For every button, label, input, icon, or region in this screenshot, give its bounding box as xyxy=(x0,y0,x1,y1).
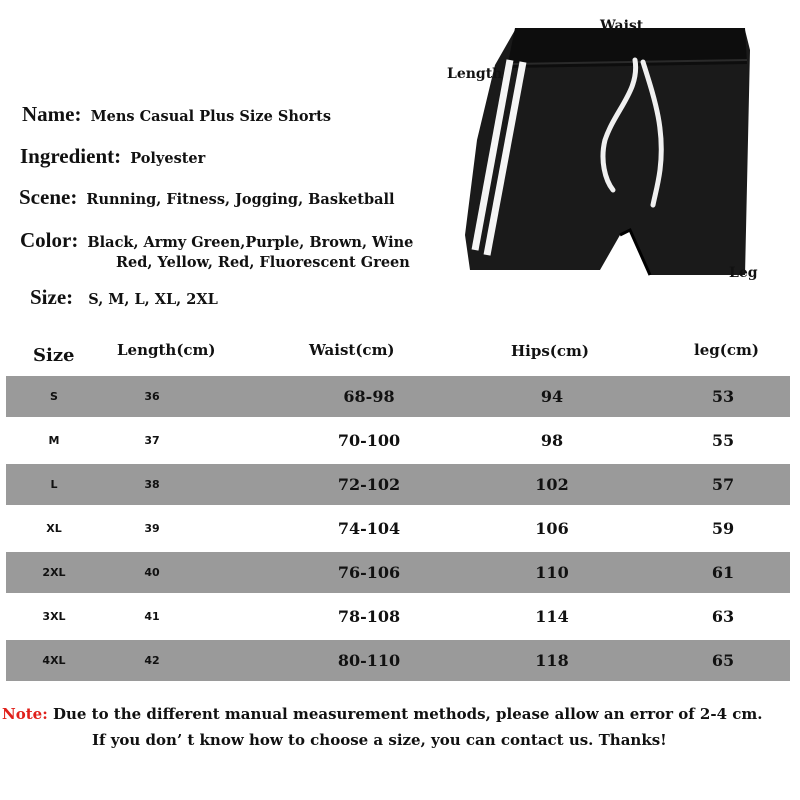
table-row xyxy=(6,464,790,505)
cell-length: 36 xyxy=(144,390,160,403)
cell-hips: 118 xyxy=(535,651,569,670)
cell-length: 38 xyxy=(144,478,160,491)
cell-waist: 70-100 xyxy=(337,431,401,450)
header-length: Length(cm) xyxy=(117,341,216,359)
color-value-line1: Black, Army Green,Purple, Brown, Wine xyxy=(87,234,414,251)
cell-size: 2XL xyxy=(42,566,66,579)
table-row xyxy=(6,596,790,637)
cell-leg: 65 xyxy=(711,651,735,670)
note-text-1: Due to the different manual measurement methods, please allow an error of 2-4 cm. xyxy=(47,705,763,723)
cell-hips: 114 xyxy=(535,607,569,626)
table-row xyxy=(6,376,790,417)
cell-size: 4XL xyxy=(42,654,66,667)
size-key: Size: xyxy=(30,285,74,309)
cell-leg: 55 xyxy=(711,431,735,450)
cell-length: 40 xyxy=(144,566,160,579)
header-hips: Hips(cm) xyxy=(511,342,590,360)
cell-length: 37 xyxy=(144,434,160,447)
ingredient-value: Polyester xyxy=(130,150,206,167)
color-key: Color: xyxy=(20,228,79,252)
name-key: Name: xyxy=(22,102,82,126)
cell-leg: 59 xyxy=(711,519,735,538)
length-label: Length xyxy=(447,66,503,82)
info-ingredient-row xyxy=(20,144,205,169)
cell-waist: 72-102 xyxy=(337,475,401,494)
scene-value: Running, Fitness, Jogging, Basketball xyxy=(86,191,395,208)
scene-key: Scene: xyxy=(19,185,78,209)
cell-size: 3XL xyxy=(42,610,66,623)
color-value-line2: Red, Yellow, Red, Fluorescent Green xyxy=(116,254,410,271)
shorts-product-image xyxy=(455,20,755,280)
info-scene-row xyxy=(19,185,395,210)
cell-waist: 68-98 xyxy=(343,387,395,406)
cell-waist: 74-104 xyxy=(337,519,401,538)
note-label: Note: xyxy=(2,705,48,723)
waist-label: Waist xyxy=(600,18,644,34)
cell-length: 39 xyxy=(144,522,160,535)
cell-waist: 76-106 xyxy=(337,563,401,582)
cell-waist: 78-108 xyxy=(337,607,401,626)
table-row xyxy=(6,420,790,461)
info-color-row-2 xyxy=(116,252,410,271)
cell-leg: 57 xyxy=(711,475,735,494)
note-line-2: If you don’ t know how to choose a size, you can contact us. Thanks! xyxy=(92,731,667,749)
table-row xyxy=(6,508,790,549)
cell-length: 42 xyxy=(144,654,160,667)
cell-size: L xyxy=(50,478,58,491)
cell-hips: 110 xyxy=(535,563,569,582)
size-table xyxy=(6,376,790,684)
size-table-header xyxy=(0,335,800,375)
header-leg: leg(cm) xyxy=(694,341,759,359)
leg-label: Leg xyxy=(729,265,758,281)
cell-hips: 94 xyxy=(540,387,564,406)
cell-length: 41 xyxy=(144,610,160,623)
header-waist: Waist(cm) xyxy=(309,341,395,359)
cell-size: XL xyxy=(46,522,62,535)
cell-hips: 98 xyxy=(540,431,564,450)
info-size-row xyxy=(30,285,218,310)
table-row xyxy=(6,640,790,681)
name-value: Mens Casual Plus Size Shorts xyxy=(90,108,332,125)
note-line-1 xyxy=(2,705,762,723)
cell-hips: 102 xyxy=(535,475,569,494)
cell-size: M xyxy=(48,434,60,447)
info-color-row xyxy=(20,228,413,253)
table-row xyxy=(6,552,790,593)
cell-leg: 53 xyxy=(711,387,735,406)
size-value: S, M, L, XL, 2XL xyxy=(88,291,218,308)
cell-waist: 80-110 xyxy=(337,651,401,670)
info-name-row xyxy=(22,102,331,127)
ingredient-key: Ingredient: xyxy=(20,144,122,168)
header-size: Size xyxy=(33,345,75,366)
cell-leg: 61 xyxy=(711,563,735,582)
cell-size: S xyxy=(50,390,58,403)
cell-leg: 63 xyxy=(711,607,735,626)
cell-hips: 106 xyxy=(535,519,569,538)
